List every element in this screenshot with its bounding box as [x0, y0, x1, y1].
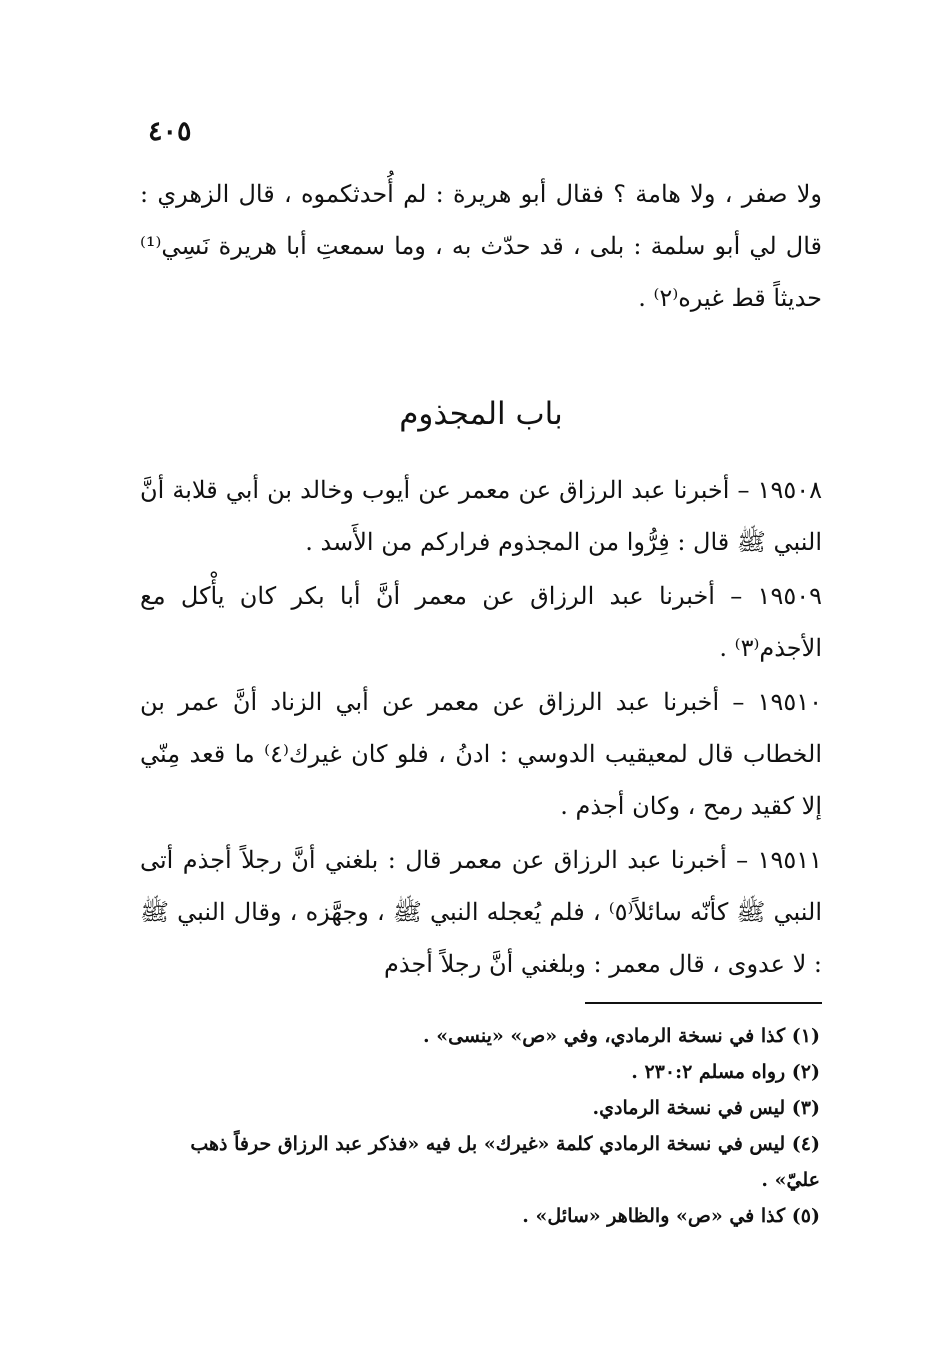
hadith-19508: [140, 464, 822, 568]
footnotes: [150, 1018, 820, 1234]
footnote-4: (٤) ليس في نسخة الرمادي كلمة «غيرك» بل فيه «فذكر عبد الرزاق حرفاً ذهب عليّ» .: [190, 1133, 820, 1191]
footnote-divider: [585, 1002, 822, 1004]
hadith-text: ١٩٥١١ – أخبرنا عبد الرزاق عن معمر قال : بلغني أنَّ رجلاً أجذم أتى النبي ﷺ كأنّه سائلاً⁽٥⁾ ، فلم يُعجله النبي ﷺ ، وجهَّزه ، وقال النبي ﷺ : لا عدوى ، قال معمر : وبلغني أنَّ رجلاً أجذم: [140, 846, 823, 978]
hadith-text: ١٩٥٠٨ – أخبرنا عبد الرزاق عن معمر عن أيوب وخالد بن أبي قلابة أنَّ النبي ﷺ قال : فِرُّوا من المجذوم فراركم من الأَسد .: [140, 476, 822, 556]
intro-paragraph: [140, 168, 822, 324]
hadith-19509: [140, 570, 822, 674]
intro-text: ولا صفر ، ولا هامة ؟ فقال أبو هريرة : لم أُحدثكموه ، قال الزهري : قال لي أبو سلمة : بلى ، قد حدّث به ، وما سمعتِ أبا هريرة نَسِي⁽¹⁾ حديثاً قط غيره⁽٢⁾ .: [140, 180, 823, 312]
page-number: ٤٠٥: [148, 116, 192, 147]
hadith-text: ١٩٥٠٩ – أخبرنا عبد الرزاق عن معمر أنَّ أبا بكر كان يأْكل مع الأجذم⁽٣⁾ .: [140, 582, 822, 662]
hadith-text: ١٩٥١٠ – أخبرنا عبد الرزاق عن معمر عن أبي الزناد أنَّ عمر بن الخطاب قال لمعيقيب الدوسي : ادنُ ، فلو كان غيرك⁽٤⁾ ما قعد مِنّي إلا كقيد رمح ، وكان أجذم .: [140, 688, 822, 820]
hadith-19511: [140, 834, 822, 990]
footnote-3: (٣) ليس في نسخة الرمادي.: [592, 1097, 820, 1119]
footnote-2: (٢) رواه مسلم ٢٣٠:٢ .: [631, 1061, 820, 1083]
hadith-19510: [140, 676, 822, 832]
chapter-title: باب المجذوم: [399, 396, 563, 432]
footnote-1: (١) كذا في نسخة الرمادي، وفي «ص» «ينسى» .: [422, 1025, 820, 1047]
footnote-5: (٥) كذا في «ص» والظاهر «سائل» .: [522, 1205, 820, 1227]
